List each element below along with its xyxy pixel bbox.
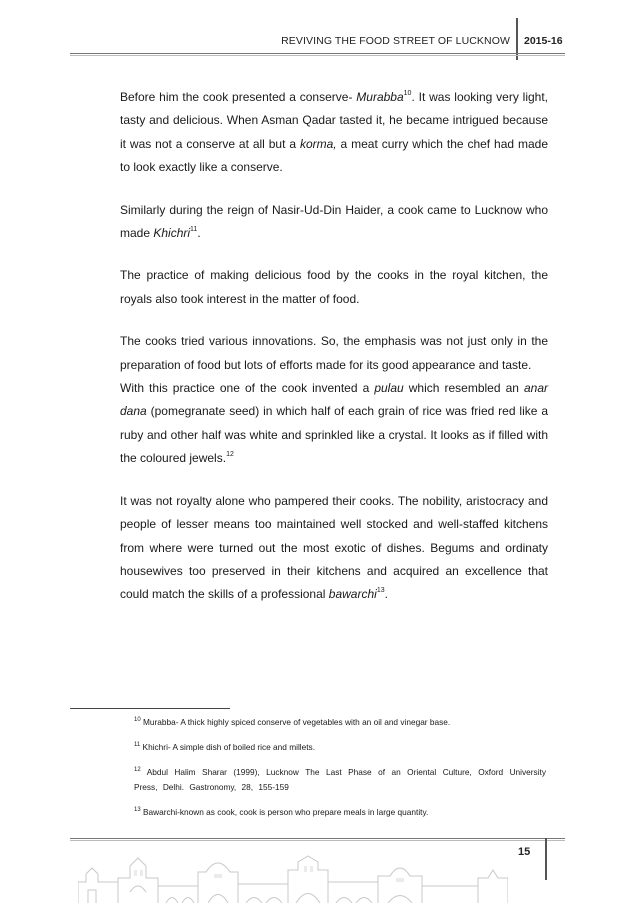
page-header (0, 0, 638, 60)
footnote (134, 740, 546, 755)
p5-text-c: which resembled an (403, 381, 524, 396)
paragraph-5 (120, 377, 548, 471)
footnote-ref-13: 13 (376, 587, 385, 595)
p1-text-a: Before him the cook presented a conserve- (120, 90, 357, 104)
footnote-number: 10 (134, 717, 141, 723)
footnote (134, 805, 546, 820)
p6-text-c: . (384, 587, 388, 602)
p5-text-e: (pomegranate seed) in which half of each grain of rice was fried red like a ruby and other half was white and sprinkled like a crystal. It looks as if filled with the coloured jewels. (120, 404, 548, 466)
architecture-watermark-image (78, 852, 508, 903)
footnote (134, 765, 546, 795)
p5-text-a: With this practice one of the cook invented a (120, 381, 375, 396)
footnote-number: 13 (134, 807, 141, 813)
footnote-ref-12: 12 (226, 451, 234, 459)
footnote-text: Bawarchi-known as cook, cook is person who prepare meals in large quantity. (143, 807, 429, 817)
footnotes (134, 715, 546, 830)
p1-text-c: . It was looking very light, tasty and delicious. When Asman Qadar tasted it, he became intrigued because it was not a conserve at all but a (120, 90, 548, 151)
p5-term-anar-dana: anar dana (120, 381, 548, 419)
footer-divider (545, 838, 547, 880)
paragraph-1 (120, 86, 548, 180)
paragraph-3: The practice of making delicious food by the cooks in the royal kitchen, the royals also took interest in the matter of food. (120, 268, 548, 306)
p5-term-pulau: pulau (374, 381, 404, 396)
page-number: 15 (518, 846, 531, 858)
header-title: REVIVING THE FOOD STREET OF LUCKNOW (281, 35, 510, 47)
p1-term-murabba: Murabba (356, 90, 404, 104)
body-text (120, 86, 548, 626)
p6-text-a: It was not royalty alone who pampered their cooks. The nobility, aristocracy and people of lesser means too maintained well stocked and well-staffed kitchens from where were turned out the most exotic of dishes. Begums and ordinaty housewives too preserved in their kitchens and acquired an excellence that could match the skills of a professional (120, 493, 548, 602)
footnote-text: Murabba- A thick highly spiced conserve of vegetables with an oil and vinegar base. (143, 717, 451, 727)
p1-term-korma: korma, (299, 136, 337, 151)
footnote-separator (70, 708, 230, 709)
footnote-ref-11: 11 (190, 226, 198, 234)
header-rule-secondary (70, 55, 565, 56)
p6-term-bawarchi: bawarchi (328, 587, 377, 602)
p2-text-c: . (197, 226, 201, 241)
p2-term-khichri: Khichri (153, 226, 191, 241)
header-rule (70, 53, 565, 54)
p2-text-a: Similarly during the reign of Nasir-Ud-Din Haider, a cook came to Lucknow who made (120, 202, 548, 241)
footnote-text: Abdul Halim Sharar (1999), Lucknow The Last Phase of an Oriental Culture, Oxford University Press, Delhi. Gastronomy, 28, 155-159 (134, 767, 546, 792)
footer-rule (70, 838, 565, 839)
footer-rule-secondary (70, 840, 565, 841)
footnote (134, 715, 546, 730)
footnote-ref-10: 10 (403, 90, 412, 97)
paragraph-4: The cooks tried various innovations. So, the emphasis was not just only in the preparation of food but lots of efforts made for its good appearance and taste. (120, 334, 548, 372)
header-year: 2015-16 (524, 35, 563, 47)
paragraph-2 (120, 199, 548, 246)
p1-text-e: a meat curry which the chef had made to look exactly like a conserve. (120, 136, 548, 175)
footnote-number: 11 (134, 742, 141, 748)
footnote-number: 12 (134, 767, 141, 773)
paragraph-6 (120, 490, 548, 607)
footnote-text: Khichri- A simple dish of boiled rice and millets. (142, 742, 316, 752)
